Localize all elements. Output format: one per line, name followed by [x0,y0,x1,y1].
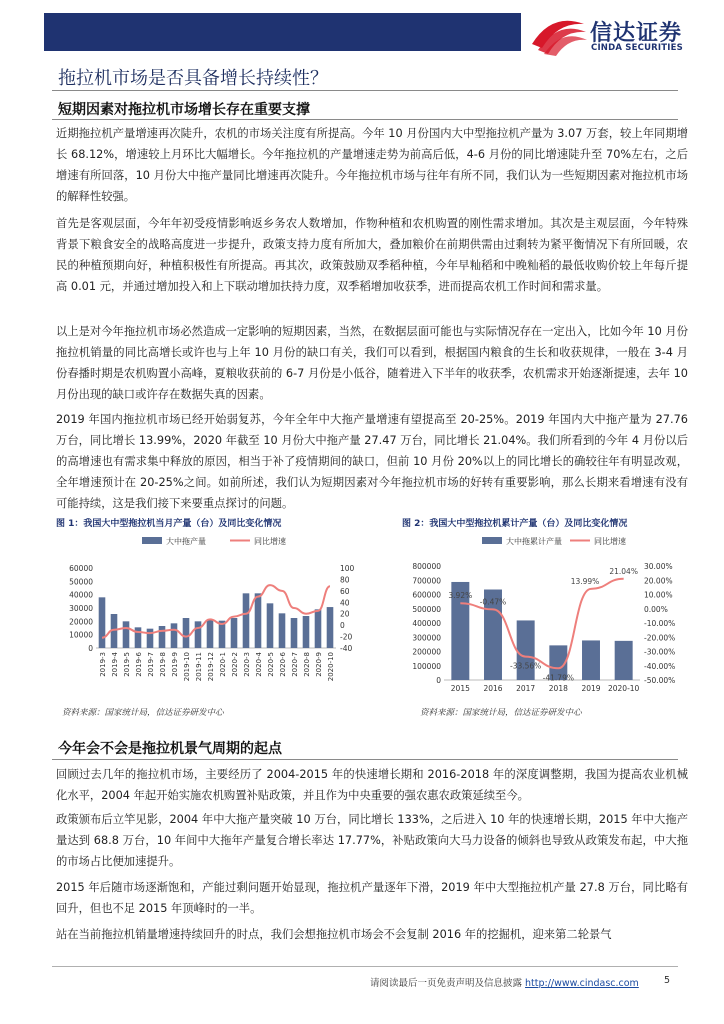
x-tick-label: 2017 [516,684,536,693]
x-tick-label: 2019-3 [99,652,107,677]
x-tick-label: 2019-12 [207,652,215,682]
disclaimer-text: 请阅读最后一页免责声明及信息披露 [370,978,526,989]
x-tick-label: 2020-10 [327,652,335,682]
y-tick-right: -50.00% [644,676,676,685]
y-tick-left: 800000 [412,562,441,571]
y-tick-left: 40000 [69,590,93,600]
bar [231,618,238,648]
footer-divider [52,966,678,967]
x-tick-label: 2019-8 [159,652,167,677]
y-tick-left: 700000 [412,576,441,586]
data-label: -33.56% [510,661,542,671]
x-tick-label: 2020-8 [303,652,311,677]
y-tick-left: 300000 [412,633,441,643]
paragraph: 政策颁布后立竿见影，2004 年中大拖产量突破 10 万台，同比增长 133%，之后进入 10 年的快速增长期，2015 年中大拖产量达到 68.8 万台，10 年间中大拖年产量复合增长率达 17.77%，补贴政策向大马力设备的倾斜也导致从政策发布起，中大拖的市场占比便加速提升。 [56,813,688,868]
x-tick-label: 2020-7 [291,652,299,677]
bar [517,620,535,680]
figure1-chart [52,530,382,709]
section1-divider [52,119,678,120]
section2-title: 今年会不会是拖拉机景气周期的起点 [58,741,282,757]
x-tick-label: 2020-9 [315,652,323,677]
legend-label: 同比增速 [254,537,286,546]
y-tick-right: 0.00% [644,604,668,614]
x-tick-label: 2016 [483,684,503,693]
data-label: -0.47% [479,597,507,607]
bar [171,623,178,648]
page-number: 5 [664,975,671,986]
y-tick-left: 400000 [412,619,441,628]
y-tick-right: -10.00% [644,619,676,628]
y-tick-right: 20.00% [644,576,673,586]
website-link[interactable]: http://www.cindasc.com [525,978,639,989]
page-heading: 拖拉机市场是否具备增长持续性？ [58,68,328,89]
x-tick-label: 2019-10 [183,652,191,682]
y-tick-left: 50000 [69,577,93,587]
y-tick-left: 60000 [69,564,93,573]
logo-en-text: CINDA SECURITIES [591,43,683,53]
y-tick-right: -40.00% [644,661,676,671]
x-tick-label: 2020-5 [267,652,275,677]
bar [183,618,190,648]
y-tick-left: 200000 [412,647,441,657]
y-tick-right: -20.00% [644,633,676,643]
bar [207,619,214,648]
x-tick-label: 2020-1 [219,652,227,677]
x-tick-label: 2020-10 [607,684,640,693]
y-tick-left: 30000 [69,604,93,613]
section2-divider [52,759,678,760]
section1-title: 短期因素对拖拉机市场增长存在重要支撑 [58,102,310,118]
bar [123,621,130,648]
legend-swatch-bar [482,537,502,544]
y-tick-left: 20000 [69,617,93,627]
paragraph: 2015 年后随市场逐渐饱和，产能过剩问题开始显现，拖拉机产量逐年下滑，2019 年中大型拖拉机产量 27.8 万台，同比略有回升，但也不足 2015 年顶峰时的一半。 [56,881,688,915]
y-tick-left: 600000 [412,590,441,600]
bar [135,627,142,648]
x-tick-label: 2019-11 [195,652,203,682]
figure1-svg [52,530,382,705]
data-label: 21.04% [609,566,638,576]
header-bar [44,13,521,51]
figure1-title: 图 1：我国大中型拖拉机当月产量（台）及同比变化情况 [56,519,282,529]
y-tick-right: 40 [340,598,350,608]
figure2-title: 图 2：我国大中型拖拉机累计产量（台）及同比变化情况 [402,519,628,529]
paragraph: 以上是对今年拖拉机市场必然造成一定影响的短期因素，当然，在数据层面可能也与实际情况存在一定出入，比如今年 10 月份拖拉机销量的同比高增长或许也与上年 10 月份的缺口有关，我们可以看到，根据国内粮食的生长和收获规律，一般在 3-4 月份春播时期是农机购置小高峰，夏粮收获前的 6-7 月份是小低谷，随着进入下半年的收获季，农机需求开始逐渐提速，去年 10 月份出现的缺口或许存在数据失真的因素。 [56,325,688,401]
y-tick-left: 0 [436,676,441,685]
y-tick-right: -20 [340,632,353,642]
y-tick-right: 60 [340,586,350,596]
x-tick-label: 2020-4 [255,652,263,677]
legend-label: 大中拖产量 [166,537,206,546]
y-tick-right: 10.00% [644,590,673,600]
cinda-swoosh-icon [530,14,588,56]
footer [370,975,639,989]
y-tick-left: 500000 [412,604,441,614]
legend-label: 大中拖累计产量 [506,537,562,546]
data-label: -41.79% [542,673,574,683]
y-tick-right: 100 [340,564,355,573]
bar [267,603,274,648]
x-tick-label: 2019-7 [147,652,155,677]
paragraph: 近期拖拉机产量增速再次陡升，农机的市场关注度有所提高。今年 10 月份国内大中型拖拉机产量为 3.07 万套，较上年同期增长 68.12%，增速较上月环比大幅增长。今年拖拉机的产量增速走势为前高后低，4-6 月份的同比增速陡升至 70%左右，之后增速有所回落，10 月份大中拖产量同比增速再次陡升。今年拖拉机市场与往年有所不同，我们认为一些短期因素对拖拉机市场的解释性较强。 [56,127,688,203]
paragraph: 2019 年国内拖拉机市场已经开始弱复苏，今年全年中大拖产量增速有望提高至 20-25%。2019 年国内大中拖产量为 27.76 万台，同比增长 13.99%，2020 年截至 10 月份大中拖产量 27.47 万台，同比增长 21.04%。我们所看到的今年 4 月份以后的高增速也有需求集中释放的原因，相当于补了疫情期间的缺口，但前 10 月份 20%以上的同比增长的确较往年有明显改观，全年增速预计在 20-25%之间。如前所述，我们认为短期因素对今年拖拉机市场的好转有重要影响，那么长期来看增速有没有可能持续，这是我们接下来要重点探讨的问题。 [56,413,688,510]
x-tick-label: 2020-3 [243,652,251,677]
paragraph: 站在当前拖拉机销量增速持续回升的时点，我们会想拖拉机市场会不会复制 2016 年的挖掘机，迎来第二轮景气 [56,928,612,941]
x-tick-label: 2019-5 [123,652,131,677]
x-tick-label: 2019-9 [171,652,179,677]
y-tick-right: 80 [340,575,350,585]
bar [315,609,322,648]
x-tick-label: 2019-4 [111,652,119,677]
bar [195,621,202,648]
logo-cn-text: 信达证券 [590,21,683,46]
heading-divider [52,90,678,91]
cinda-logo [530,14,710,54]
y-tick-right: 30.00% [644,562,673,571]
bar [291,618,298,648]
bar [159,626,166,648]
y-tick-right: -30.00% [644,647,676,657]
bar [303,616,310,648]
y-tick-left: 100000 [412,661,441,671]
data-label: 3.92% [448,591,473,601]
paragraph: 首先是客观层面，今年年初受疫情影响返乡务农人数增加，作物种植和农机购置的刚性需求增加。其次是主观层面，今年特殊背景下粮食安全的战略高度进一步提升，政策支持力度有所加大，叠加粮价在前期供需由过剩转为紧平衡情况下有所回暖，农民的种植预期向好，种植积极性有所提高。再其次，政策鼓励双季稻种植，今年早籼稻和中晚籼稻的最低收购价较上年每斤提高 0.01 元，并通过增加投入和上下联动增加扶持力度，双季稻增加收获季，进而提高农机工作时间和需求量。 [56,217,688,293]
x-tick-label: 2018 [548,684,568,693]
y-tick-right: 20 [340,609,350,619]
y-tick-left: 0 [88,644,93,653]
bar [615,641,633,680]
x-tick-label: 2020-2 [231,652,239,677]
bar [99,597,106,648]
y-tick-right: -40 [340,644,353,653]
x-tick-label: 2019 [581,684,601,693]
x-tick-label: 2015 [450,684,470,693]
bar [255,593,262,648]
x-tick-label: 2019-6 [135,652,143,677]
data-label: 13.99% [570,576,600,586]
bar [582,640,600,680]
figure2-source: 资料来源：国家统计局，信达证券研发中心 [420,708,582,718]
figure2-svg [400,530,700,705]
figure2-chart [400,530,700,709]
legend-label: 同比增速 [594,537,626,546]
bar [243,593,250,648]
y-tick-right: 0 [340,621,345,631]
y-tick-left: 10000 [69,630,93,640]
paragraph: 回顾过去几年的拖拉机市场，主要经历了 2004-2015 年的快速增长期和 2016-2018 年的深度调整期，我国为提高农业机械化水平，2004 年起开始实施农机购置补贴政策，并且作为中央重要的强农惠农政策延续至今。 [56,768,688,802]
figure1-source: 资料来源：国家统计局，信达证券研发中心 [62,708,224,718]
x-tick-label: 2020-6 [279,652,287,677]
bar [279,613,286,648]
bar [327,607,334,648]
bar [147,629,154,648]
legend-swatch-bar [142,537,162,544]
